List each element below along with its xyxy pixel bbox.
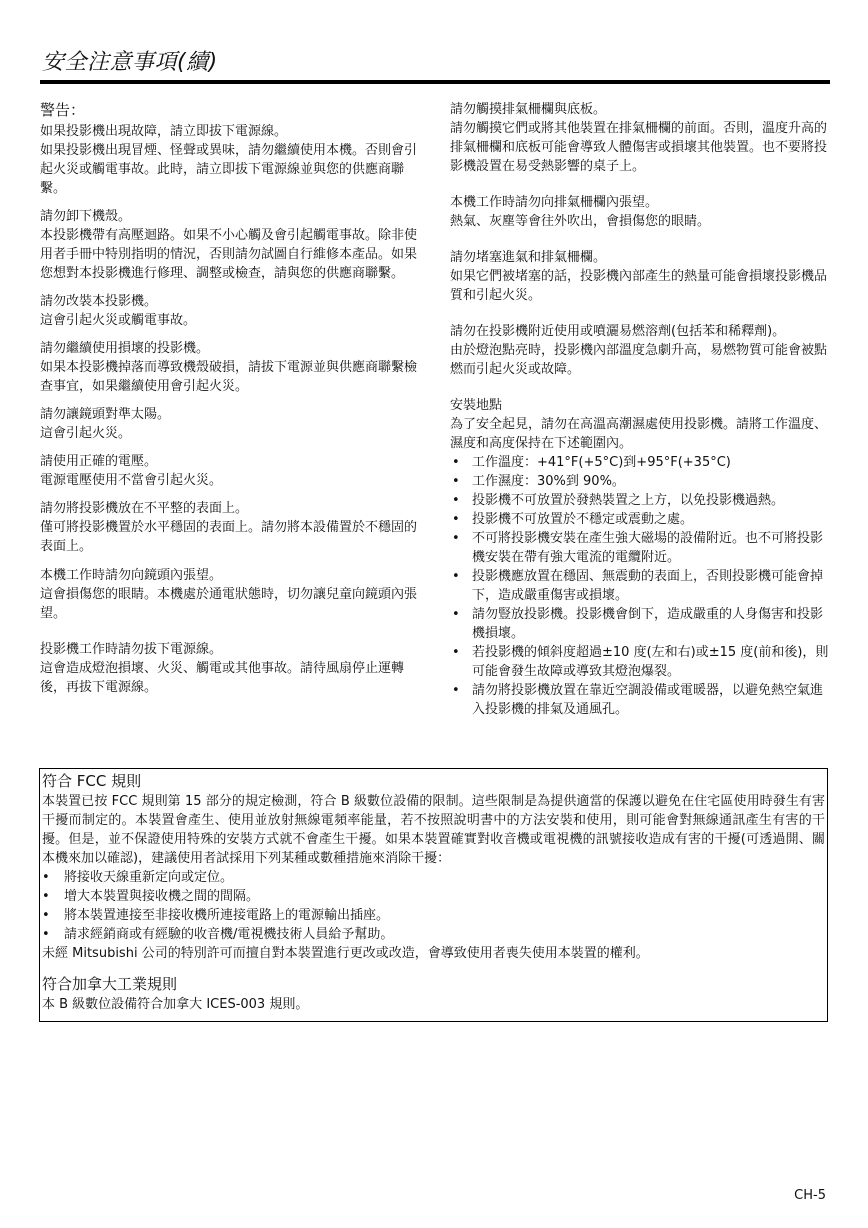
section-heading: 請勿改裝本投影機。 (40, 294, 158, 309)
section-text: 如果本投影機掉落而導致機殼破損，請拔下電源並與供應商聯繫檢查事宜，如果繼續使用會引起火災。 (40, 360, 418, 394)
list-item (42, 925, 825, 944)
section-heading: 請勿在投影機附近使用或噴灑易燃溶劑(包括苯和稀釋劑)。 (450, 324, 786, 339)
list-item (450, 605, 830, 643)
list-item-text: 將本裝置連接至非接收機所連接電路上的電源輸出插座。 (64, 908, 390, 923)
list-item (450, 472, 830, 491)
install-bullet-list (450, 453, 830, 719)
safety-section (40, 339, 420, 396)
fcc-paragraph: 本裝置已按 FCC 規則第 15 部分的規定檢測，符合 B 級數位設備的限制。這些限制是為提供適當的保護以避免在住宅區使用時發生有害干擾而制定的。本裝置會產生、使用並放射無線電頻率能量，若不按照說明書中的方法安裝和使用，則可能會對無線通訊產生有害的干擾。但是，並不保證使用特殊的安裝方式就不會產生干擾。如果本裝置確實對收音機或電視機的訊號接收造成有害的干擾(可透過開、關本機來加以確認)，建議使用者試採用下列某種或數種措施來消除干擾： (42, 794, 825, 866)
section-heading: 請使用正確的電壓。 (40, 454, 158, 469)
section-text: 如果投影機出現冒煙、怪聲或異味，請勿繼續使用本機。否則會引起火災或觸電事故。此時，請立即拔下電源線並與您的供應商聯繫。 (40, 143, 418, 196)
section-heading: 請勿堵塞進氣和排氣柵欄。 (450, 250, 607, 265)
bullet-icon: • (42, 870, 50, 885)
fcc-heading: 符合 FCC 規則 (42, 772, 142, 790)
bullet-icon: • (452, 531, 460, 546)
canada-heading: 符合加拿大工業規則 (42, 975, 178, 993)
section-heading: 本機工作時請勿向鏡頭內張望。 (40, 568, 223, 583)
list-item-text: 將接收天線重新定向或定位。 (64, 870, 234, 885)
list-item (450, 567, 830, 605)
list-item-text: 投影機不可放置於發熱裝置之上方，以免投影機過熱。 (472, 493, 785, 508)
canada-text: 本 B 級數位設備符合加拿大 ICES-003 規則。 (42, 997, 309, 1012)
list-item-text: 投影機應放置在穩固、無震動的表面上，否則投影機可能會掉下，造成嚴重傷害或損壞。 (472, 569, 824, 603)
list-item (450, 529, 830, 567)
fcc-bullet-list (42, 868, 825, 944)
page-title: 安全注意事項(續) (42, 50, 218, 75)
list-item (450, 681, 830, 719)
install-heading: 安裝地點 (450, 398, 503, 413)
list-item (450, 643, 830, 681)
section-text: 這會造成燈泡損壞、火災、觸電或其他事故。請待風扇停止運轉後，再拔下電源線。 (40, 661, 405, 695)
bullet-icon: • (452, 493, 460, 508)
list-item (450, 491, 830, 510)
fcc-closing: 未經 Mitsubishi 公司的特別許可而擅自對本裝置進行更改或改造，會導致使用者喪失使用本裝置的權利。 (42, 946, 649, 961)
section-heading: 請勿觸摸排氣柵欄與底板。 (450, 102, 607, 117)
bullet-icon: • (42, 889, 50, 904)
safety-section (40, 640, 420, 697)
list-item-text: 請勿豎放投影機。投影機會倒下，造成嚴重的人身傷害和投影機損壞。 (472, 607, 824, 641)
bullet-icon: • (452, 455, 460, 470)
list-item-text: 工作濕度：30%到 90%。 (472, 474, 625, 489)
bullet-icon: • (452, 569, 460, 584)
section-text: 這會引起火災。 (40, 426, 132, 441)
list-item-text: 若投影機的傾斜度超過±10 度(左和右)或±15 度(前和後)，則可能會發生故障或導致其燈泡爆裂。 (472, 645, 829, 679)
bullet-icon: • (42, 927, 50, 942)
safety-section (40, 566, 420, 623)
section-heading: 請勿卸下機殼。 (40, 209, 132, 224)
safety-section (40, 292, 420, 330)
safety-section (450, 322, 830, 379)
safety-section (40, 207, 420, 283)
list-item (42, 868, 825, 887)
section-text: 熱氣、灰塵等會往外吹出，會損傷您的眼睛。 (450, 214, 711, 229)
safety-section (450, 100, 830, 176)
section-text: 本投影機帶有高壓迴路。如果不小心觸及會引起觸電事故。除非使用者手冊中特別指明的情況，否則請勿試圖自行維修本產品。如果您想對本投影機進行修理、調整或檢查，請與您的供應商聯繫。 (40, 228, 418, 281)
section-text: 僅可將投影機置於水平穩固的表面上。請勿將本設備置於不穩固的表面上。 (40, 520, 418, 554)
safety-section (40, 405, 420, 443)
install-intro: 為了安全起見，請勿在高溫高潮濕處使用投影機。請將工作溫度、濕度和高度保持在下述範圍內。 (450, 417, 828, 451)
bullet-icon: • (42, 908, 50, 923)
bullet-icon: • (452, 683, 460, 698)
section-text: 這會引起火災或觸電事故。 (40, 313, 197, 328)
list-item-text: 不可將投影機安裝在產生強大磁場的設備附近。也不可將投影機安裝在帶有強大電流的電纜附近。 (472, 531, 824, 565)
list-item (42, 906, 825, 925)
fcc-compliance-box (39, 768, 828, 1022)
list-item (450, 510, 830, 529)
install-location-section (450, 396, 830, 719)
list-item-text: 投影機不可放置於不穩定或震動之處。 (472, 512, 694, 527)
header-divider (40, 80, 830, 84)
list-item-text: 請勿將投影機放置在靠近空調設備或電暖器，以避免熱空氣進入投影機的排氣及通風孔。 (472, 683, 824, 717)
right-column (450, 100, 830, 728)
safety-section (40, 452, 420, 490)
left-column (40, 100, 420, 706)
list-item (42, 887, 825, 906)
bullet-icon: • (452, 607, 460, 622)
page-number: CH-5 (794, 1188, 826, 1203)
list-item-text: 請求經銷商或有經驗的收音機/電視機技術人員給予幫助。 (64, 927, 394, 942)
section-text: 請勿觸摸它們或將其他裝置在排氣柵欄的前面。否則，溫度升高的排氣柵欄和底板可能會導致人體傷害或損壞其他裝置。也不要將投影機設置在易受熱影響的桌子上。 (450, 121, 828, 174)
section-heading: 如果投影機出現故障，請立即拔下電源線。 (40, 124, 288, 139)
section-heading: 請勿將投影機放在不平整的表面上。 (40, 501, 249, 516)
bullet-icon: • (452, 474, 460, 489)
safety-section (450, 248, 830, 305)
list-item-text: 工作溫度：+41°F(+5°C)到+95°F(+35°C) (472, 455, 731, 470)
bullet-icon: • (452, 645, 460, 660)
section-text: 電源電壓使用不當會引起火災。 (40, 473, 223, 488)
safety-section (40, 499, 420, 556)
section-text: 這會損傷您的眼睛。本機處於通電狀態時，切勿讓兒童向鏡頭內張望。 (40, 587, 418, 621)
section-text: 由於燈泡點亮時，投影機內部溫度急劇升高，易燃物質可能會被點燃而引起火災或故障。 (450, 343, 828, 377)
bullet-icon: • (452, 512, 460, 527)
safety-section (40, 122, 420, 198)
section-heading: 請勿讓鏡頭對準太陽。 (40, 407, 171, 422)
section-heading: 投影機工作時請勿拔下電源線。 (40, 642, 223, 657)
safety-section (450, 193, 830, 231)
list-item (450, 453, 830, 472)
section-heading: 請勿繼續使用損壞的投影機。 (40, 341, 210, 356)
list-item-text: 增大本裝置與接收機之間的間隔。 (64, 889, 260, 904)
section-text: 如果它們被堵塞的話，投影機內部產生的熱量可能會損壞投影機品質和引起火災。 (450, 269, 828, 303)
warning-title: 警告： (40, 101, 86, 119)
section-heading: 本機工作時請勿向排氣柵欄內張望。 (450, 195, 659, 210)
